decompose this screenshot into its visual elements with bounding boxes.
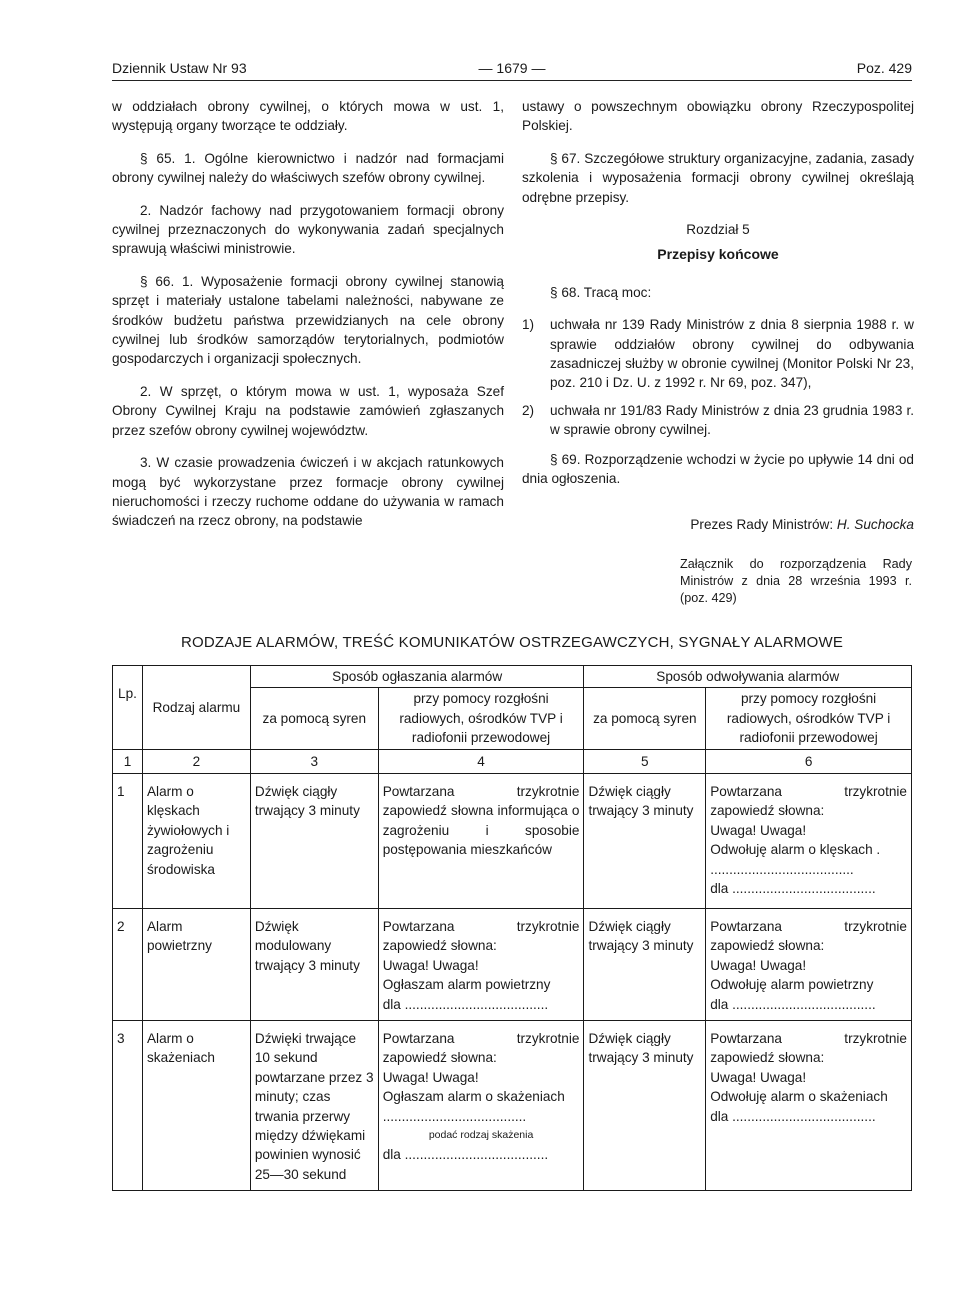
row-announce-radio: Powtarzana trzykrotnie zapowiedź słowna: Uwaga! Uwaga! Ogłaszam alarm o skażeniach ...................................... podać rodzaj skażenia dla ......................................	[378, 1021, 584, 1191]
header-cancel: Sposób odwoływania alarmów	[584, 666, 912, 688]
paragraph-68: § 68. Tracą moc:	[550, 284, 652, 300]
column-number: 2	[142, 749, 250, 773]
row-cancel-siren: Dźwięk ciągły trwający 3 minuty	[584, 774, 706, 909]
list-item: 1) uchwała nr 139 Rady Ministrów z dnia 8 sierpnia 1988 r. w sprawie oddziałów obrony cywilnej do odbywania zasadniczej służby w obronie cywilnej (Monitor Polski Nr 23, poz. 210 i Dz. U. z 1992 r. Nr 69, poz. 347),	[522, 317, 914, 391]
row-alarm-type: Alarm powietrzny	[142, 909, 250, 1021]
paragraph-65-1: § 65. 1. Ogólne kierownictwo i nadzór nad formacjami obrony cywilnej należy do właściwych szefów obrony cywilnej.	[112, 150, 504, 186]
paragraph-67: § 67. Szczegółowe struktury organizacyjne, zadania, zasady szkolenia i wyposażenia formacji obrony cywilnej określają odrębne przepisy.	[522, 150, 914, 205]
journal-name: Dziennik Ustaw Nr 93	[112, 60, 247, 76]
header-lp: Lp.	[113, 666, 143, 750]
table-row	[113, 774, 912, 909]
row-cancel-siren: Dźwięk ciągły trwający 3 minuty	[584, 1021, 706, 1191]
column-number: 3	[250, 749, 378, 773]
column-number: 4	[378, 749, 584, 773]
right-column	[522, 97, 914, 547]
chapter-title: Przepisy końcowe	[657, 246, 779, 263]
row-announce-siren: Dźwięk ciągły trwający 3 minuty	[250, 774, 378, 909]
paragraph-65-2: 2. Nadzór fachowy nad przygotowaniem formacji obrony cywilnej przeznaczonych do wykonywania zadań specjalnych sprawują właściwi ministrowie.	[112, 202, 504, 257]
paragraph-69: § 69. Rozporządzenie wchodzi w życie po upływie 14 dni od dnia ogłoszenia.	[522, 451, 914, 487]
table-row	[113, 909, 912, 1021]
header-radio: przy pomocy rozgłośni radiowych, ośrodków TVP i radiofonii przewodowej	[378, 688, 584, 749]
alarms-table	[112, 665, 912, 1191]
page-number: — 1679 —	[478, 60, 546, 76]
table-header-row	[113, 666, 912, 688]
row-announce-siren: Dźwięki trwające 10 sekund powtarzane przez 3 minuty; czas trwania przerwy między dźwiękami powinien wynosić 25—30 sekund	[250, 1021, 378, 1191]
row-announce-radio: Powtarzana trzykrotnie zapowiedź słowna: Uwaga! Uwaga! Ogłaszam alarm powietrzny dla ......................................	[378, 909, 584, 1021]
row-alarm-type: Alarm o klęskach żywiołowych i zagrożeniu środowiska	[142, 774, 250, 909]
annex-note: Załącznik do rozporządzenia Rady Ministrów z dnia 28 września 1993 r. (poz. 429)	[680, 557, 912, 605]
column-number: 5	[584, 749, 706, 773]
header-rule	[112, 80, 912, 81]
repealed-list	[522, 315, 914, 439]
row-cancel-radio: Powtarzana trzykrotnie zapowiedź słowna: Uwaga! Uwaga! Odwołuję alarm powietrzny dla ......................................	[706, 909, 912, 1021]
paragraph-66-2: 2. W sprzęt, o którym mowa w ust. 1, wyposaża Szef Obrony Cywilnej Kraju na podstawie zamówień zgłaszanych przez szefów obrony cywilnej województw.	[112, 383, 504, 438]
row-announce-siren: Dźwięk modulowany trwający 3 minuty	[250, 909, 378, 1021]
header-type: Rodzaj alarmu	[142, 666, 250, 750]
row-cancel-radio: Powtarzana trzykrotnie zapowiedź słowna: Uwaga! Uwaga! Odwołuję alarm o skażeniach dla ......................................	[706, 1021, 912, 1191]
paragraph: w oddziałach obrony cywilnej, o których mowa w ust. 1, występują organy tworzące te oddziały.	[112, 99, 504, 134]
header-sirens: za pomocą syren	[250, 688, 378, 749]
row-cancel-siren: Dźwięk ciągły trwający 3 minuty	[584, 909, 706, 1021]
list-item: 2) uchwała nr 191/83 Rady Ministrów z dnia 23 grudnia 1983 r. w sprawie obrony cywilnej.	[522, 402, 914, 438]
row-announce-radio: Powtarzana trzykrotnie zapowiedź słowna informująca o zagrożeniu i sposobie postępowania mieszkańców	[378, 774, 584, 909]
chapter-number: Rozdział 5	[686, 222, 750, 238]
left-column	[112, 97, 504, 544]
header-sirens: za pomocą syren	[584, 688, 706, 749]
column-number-row	[113, 749, 912, 773]
table-row	[113, 1021, 912, 1191]
fill-in-note: podać rodzaj skażenia	[428, 1129, 534, 1142]
page-header	[112, 60, 912, 82]
paragraph: ustawy o powszechnym obowiązku obrony Rzeczypospolitej Polskiej.	[522, 99, 914, 134]
position-number: Poz. 429	[856, 60, 912, 76]
row-lp: 1	[113, 774, 143, 909]
row-lp: 3	[113, 1021, 143, 1191]
paragraph-66-1: § 66. 1. Wyposażenie formacji obrony cywilnej stanowią sprzęt i materiały ustalone tabelami należności, nabywane ze środków budżetu państwa przewidzianych na cele obrony cywilnej lub środków samorządów terytorialnych, podmiotów gospodarczych i organizacji społecznych.	[112, 273, 504, 367]
column-number: 1	[113, 749, 143, 773]
header-radio: przy pomocy rozgłośni radiowych, ośrodków TVP i radiofonii przewodowej	[706, 688, 912, 749]
column-number: 6	[706, 749, 912, 773]
signature: Prezes Rady Ministrów: H. Suchocka	[690, 516, 914, 532]
paragraph-66-3: 3. W czasie prowadzenia ćwiczeń i w akcjach ratunkowych mogą być wykorzystane przez formacje obrony cywilnej nieruchomości i rzeczy ruchome oddane do używania w ramach świadczeń na rzecz obrony, na podstawie	[112, 455, 504, 529]
table-title: RODZAJE ALARMÓW, TREŚĆ KOMUNIKATÓW OSTRZEGAWCZYCH, SYGNAŁY ALARMOWE	[180, 634, 844, 651]
row-lp: 2	[113, 909, 143, 1021]
row-cancel-radio: Powtarzana trzykrotnie zapowiedź słowna: Uwaga! Uwaga! Odwołuję alarm o klęskach . ...................................... dla ......................................	[706, 774, 912, 909]
header-announce: Sposób ogłaszania alarmów	[250, 666, 584, 688]
row-alarm-type: Alarm o skażeniach	[142, 1021, 250, 1191]
